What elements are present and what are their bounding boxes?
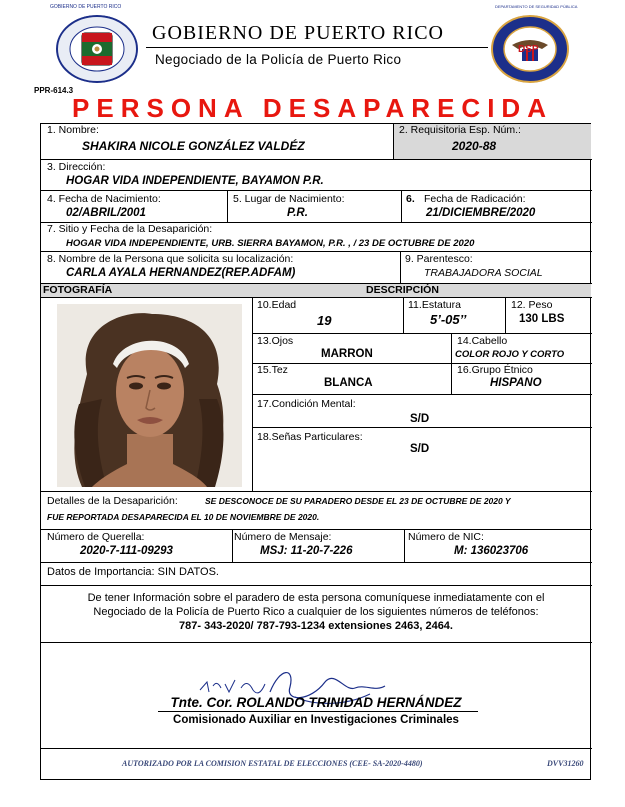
ojos-value: MARRON [321, 348, 373, 360]
col-divider [400, 251, 401, 283]
notice-line3: 787- 343-2020/ 787-793-1234 extensiones 2463, 2464. [179, 620, 453, 632]
direccion-value: HOGAR VIDA INDEPENDIENTE, BAYAMON P.R. [66, 175, 324, 187]
document-code: DVV31260 [547, 759, 584, 768]
sitio-label: 7. Sitio y Fecha de la Desaparición: [47, 223, 213, 235]
row-divider [40, 297, 592, 298]
peso-label: 12. Peso [511, 299, 553, 311]
photo-divider [252, 297, 253, 491]
senas-label: 18.Señas Particulares: [257, 431, 363, 443]
authorization-note: AUTORIZADO POR LA COMISION ESTATAL DE ELECCIONES (CEE- SA-2020-4480) [122, 759, 423, 768]
row-divider [40, 491, 592, 492]
edad-label: 10.Edad [257, 299, 297, 311]
left-seal-text: GOBIERNO DE PUERTO RICO [50, 4, 122, 10]
direccion-label: 3. Dirección: [47, 161, 106, 173]
tez-label: 15.Tez [257, 364, 288, 376]
querella-value: 2020-7-111-09293 [80, 545, 173, 557]
signatory-title: Comisionado Auxiliar en Investigaciones Criminales [173, 714, 459, 726]
fecha-nacimiento-value: 02/ABRIL/2001 [66, 207, 146, 219]
fecha-radicacion-number: 6. [406, 193, 415, 205]
nombre-value: SHAKIRA NICOLE GONZÁLEZ VALDÉZ [82, 139, 305, 153]
notice-line1: De tener Información sobre el paradero de esta persona comuníquese inmediatamente con el [87, 592, 545, 604]
desc-row-divider [252, 427, 592, 428]
requisitoria-label: 2. Requisitoria Esp. Núm.: [399, 124, 521, 136]
missing-person-photo [57, 304, 242, 487]
desc-row-divider [252, 363, 592, 364]
right-seal-text: DEPARTAMENTO DE SEGURIDAD PÚBLICA [495, 4, 578, 9]
agency-subtitle: Negociado de la Policía de Puerto Rico [155, 52, 402, 67]
signatory-name: Tnte. Cor. ROLANDO TRINIDAD HERNÁNDEZ [170, 695, 462, 710]
row-divider [40, 642, 592, 643]
col-divider [227, 190, 228, 222]
desc-row-divider [252, 333, 592, 334]
desc-row-divider [252, 394, 592, 395]
cabello-label: 14.Cabello [457, 335, 508, 347]
nic-value: M: 136023706 [454, 545, 529, 557]
header-divider [146, 47, 488, 48]
row-divider [40, 190, 592, 191]
edad-value: 19 [317, 313, 332, 328]
descripcion-header: DESCRIPCIÓN [366, 284, 439, 296]
mensaje-value: MSJ: 11-20-7-226 [260, 545, 353, 557]
government-title: GOBIERNO DE PUERTO RICO [152, 22, 444, 44]
fecha-radicacion-label: Fecha de Radicación: [424, 193, 526, 205]
sitio-value: HOGAR VIDA INDEPENDIENTE, URB. SIERRA BAYAMON, P.R. , / 23 DE OCTUBRE DE 2020 [66, 238, 475, 249]
right-seal-badge: DSP [518, 44, 539, 55]
form-number: PPR-614.3 [34, 86, 74, 95]
row-divider [40, 251, 592, 252]
row-divider [40, 562, 592, 563]
col-divider [451, 333, 452, 394]
requisitoria-value: 2020-88 [452, 139, 497, 153]
row-divider [40, 529, 592, 530]
condicion-mental-value: S/D [410, 413, 430, 425]
col-divider [403, 297, 404, 333]
senas-value: S/D [410, 443, 430, 455]
row-divider [40, 159, 592, 160]
datos-importancia: Datos de Importancia: SIN DATOS. [47, 566, 219, 578]
col-divider [401, 190, 402, 222]
notice-line2: Negociado de la Policía de Puerto Rico a cualquier de los siguientes números de teléfonos: [93, 606, 539, 618]
puerto-rico-seal-icon [55, 15, 139, 83]
col-divider [505, 297, 506, 333]
grupo-etnico-value: HISPANO [490, 377, 542, 389]
fecha-nacimiento-label: 4. Fecha de Nacimiento: [47, 193, 161, 205]
main-title: PERSONA DESAPARECIDA [72, 93, 553, 123]
solicita-value: CARLA AYALA HERNANDEZ(REP.ADFAM) [66, 267, 296, 279]
col-divider [232, 529, 233, 562]
lugar-nacimiento-value: P.R. [287, 207, 308, 219]
estatura-label: 11.Estatura [408, 299, 461, 311]
estatura-value: 5’-05’’ [430, 312, 467, 327]
detalles-label: Detalles de la Desaparición: [47, 495, 178, 507]
mensaje-label: Número de Mensaje: [234, 531, 332, 543]
detalles-text-line2: FUE REPORTADA DESAPARECIDA EL 10 DE NOVIEMBRE DE 2020. [47, 512, 320, 522]
fotografia-header: FOTOGRAFÍA [43, 284, 113, 296]
solicita-label: 8. Nombre de la Persona que solicita su localización: [47, 253, 294, 265]
nic-label: Número de NIC: [408, 531, 484, 543]
peso-value: 130 LBS [519, 313, 565, 325]
fecha-radicacion-value: 21/DICIEMBRE/2020 [426, 207, 536, 219]
row-divider [40, 748, 592, 749]
section-header-bg [41, 284, 591, 297]
nombre-label: 1. Nombre: [47, 124, 99, 136]
lugar-nacimiento-label: 5. Lugar de Nacimiento: [233, 193, 345, 205]
grupo-etnico-label: 16.Grupo Étnico [457, 364, 533, 376]
parentesco-value: TRABAJADORA SOCIAL [424, 267, 543, 279]
cabello-value: COLOR ROJO Y CORTO [455, 349, 565, 360]
ojos-label: 13.Ojos [257, 335, 294, 347]
col-divider [404, 529, 405, 562]
tez-value: BLANCA [324, 377, 373, 389]
querella-label: Número de Querella: [47, 531, 145, 543]
detalles-text-line1: SE DESCONOCE DE SU PARADERO DESDE EL 23 DE OCTUBRE DE 2020 Y [205, 496, 511, 506]
signature-line [158, 711, 478, 712]
row-divider [40, 585, 592, 586]
condicion-mental-label: 17.Condición Mental: [257, 398, 356, 410]
parentesco-label: 9. Parentesco: [405, 253, 473, 265]
